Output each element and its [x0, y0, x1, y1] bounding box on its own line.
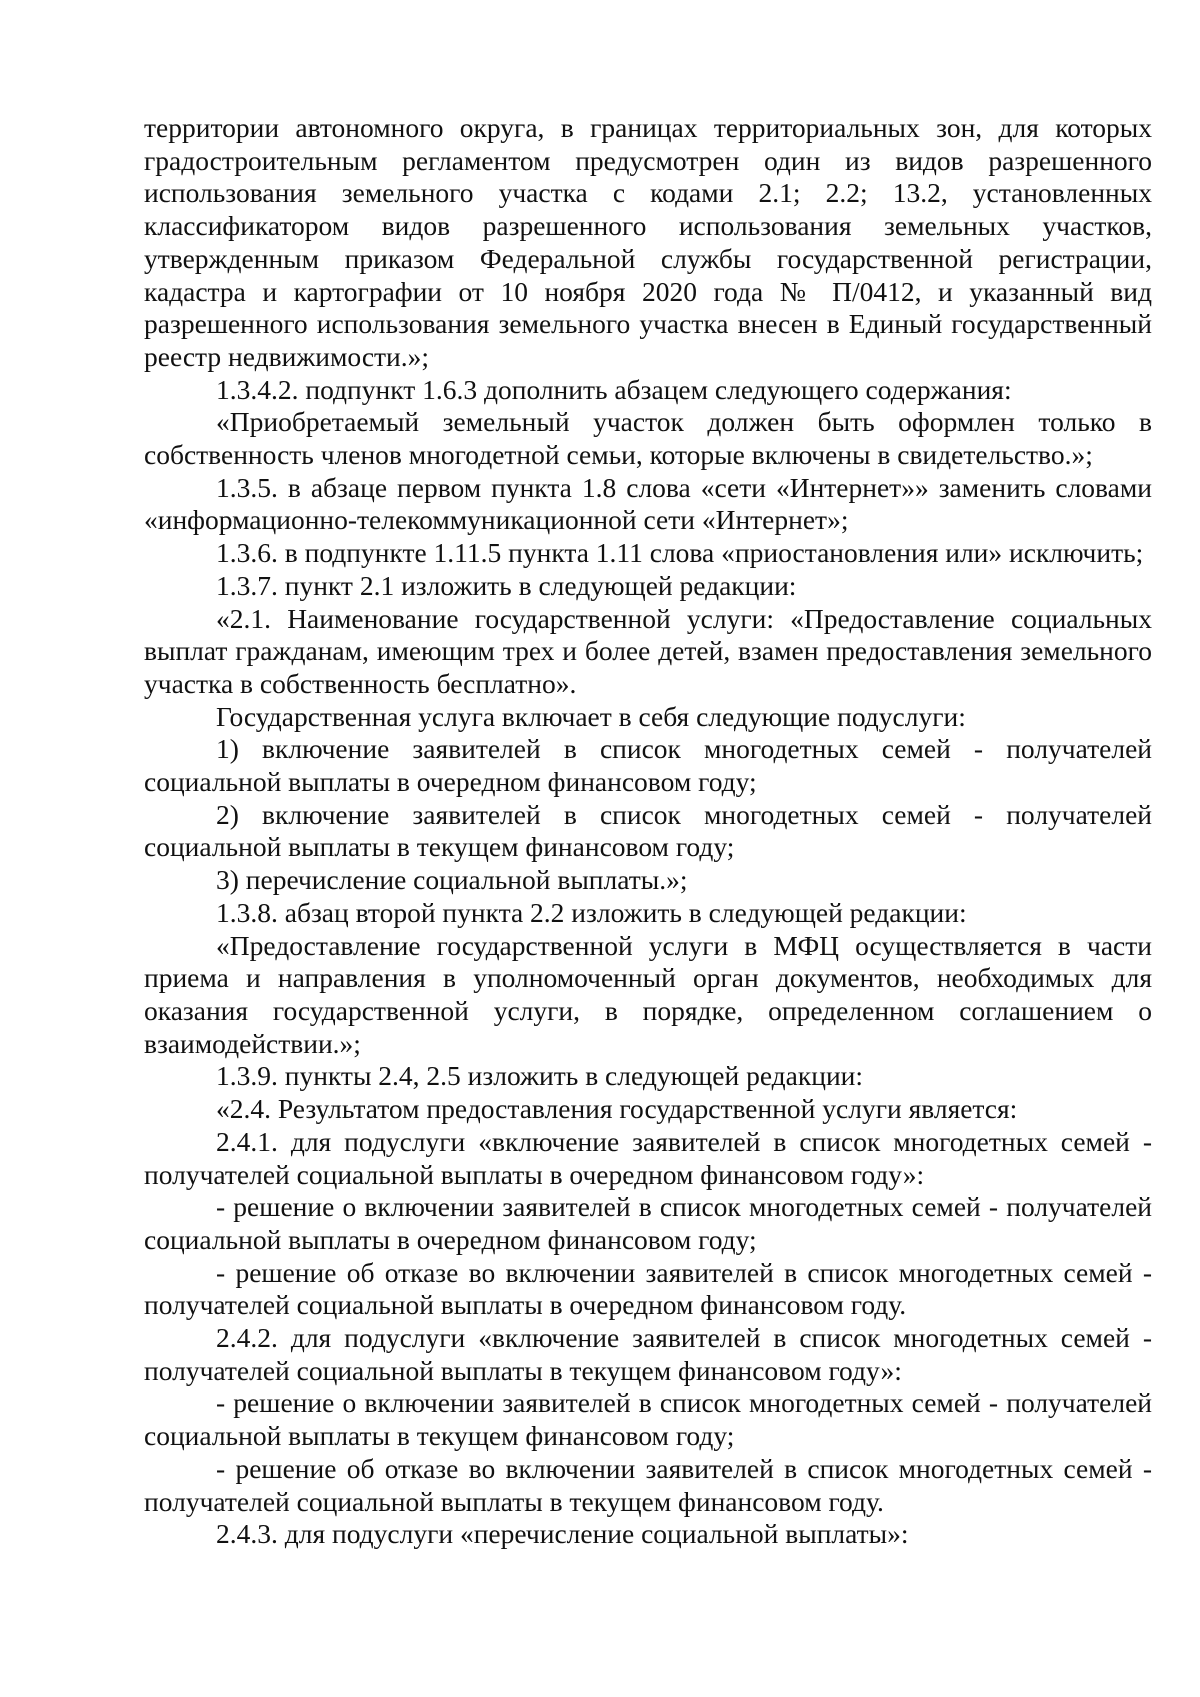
- list-item: - решение об отказе во включении заявителей в список многодетных семей - получателей социальной выплаты в текущем финансовом году.: [144, 1452, 1152, 1517]
- list-item: 2) включение заявителей в список многодетных семей - получателей социальной выплаты в текущем финансовом году;: [144, 798, 1152, 863]
- document-page: [144, 112, 1152, 1551]
- list-item: 1) включение заявителей в список многодетных семей - получателей социальной выплаты в очередном финансовом году;: [144, 733, 1152, 798]
- paragraph: 2.4.3. для подуслуги «перечисление социальной выплаты»:: [216, 1518, 909, 1550]
- list-item: 3) перечисление социальной выплаты.»;: [216, 864, 688, 896]
- paragraph: 1.3.9. пункты 2.4, 2.5 изложить в следующей редакции:: [216, 1060, 864, 1092]
- paragraph: 2.4.2. для подуслуги «включение заявителей в список многодетных семей - получателей социальной выплаты в текущем финансовом году»:: [144, 1322, 1152, 1386]
- list-item: - решение о включении заявителей в список многодетных семей - получателей социальной выплаты в текущем финансовом году;: [144, 1387, 1152, 1452]
- paragraph: Государственная услуга включает в себя следующие подуслуги:: [216, 700, 966, 732]
- paragraph: 1.3.4.2. подпункт 1.6.3 дополнить абзацем следующего содержания:: [216, 373, 1012, 405]
- paragraph: 1.3.8. абзац второй пункта 2.2 изложить в следующей редакции:: [216, 896, 967, 928]
- paragraph: 1.3.7. пункт 2.1 изложить в следующей редакции:: [216, 569, 797, 601]
- paragraph: «2.1. Наименование государственной услуги: «Предоставление социальных выплат гражданам, имеющим трех и более детей, взамен предоставления земельного участка в собственность бесплатно».: [144, 602, 1152, 699]
- paragraph: «Предоставление государственной услуги в МФЦ осуществляется в части приема и направления в уполномоченный орган документов, необходимых для оказания государственной услуги, в порядке, определенном соглашением о взаимодействии.»;: [144, 929, 1152, 1059]
- list-item: - решение о включении заявителей в список многодетных семей - получателей социальной выплаты в очередном финансовом году;: [144, 1191, 1152, 1255]
- paragraph: 2.4.1. для подуслуги «включение заявителей в список многодетных семей - получателей социальной выплаты в очередном финансовом году»:: [144, 1125, 1152, 1190]
- paragraph: «Приобретаемый земельный участок должен быть оформлен только в собственность членов многодетной семьи, которые включены в свидетельство.»;: [144, 406, 1152, 471]
- paragraph: 1.3.6. в подпункте 1.11.5 пункта 1.11 слова «приостановления или» исключить;: [216, 537, 1144, 569]
- paragraph: территории автономного округа, в границах территориальных зон, для которых градостроительным регламентом предусмотрен один из видов разрешенного использования земельного участка с кодами 2.1; 2.2; 13.2, установленных классификатором видов разрешенного использования земельных участков, утвержденным приказом Федеральной службы государственной регистрации, кадастра и картографии от 10 ноября 2020 года № П/0412, и указанный вид разрешенного использования земельного участка внесен в Единый государственный реестр недвижимости.»;: [144, 112, 1152, 372]
- paragraph: «2.4. Результатом предоставления государственной услуги является:: [216, 1093, 1018, 1125]
- paragraph: 1.3.5. в абзаце первом пункта 1.8 слова «сети «Интернет»» заменить словами «информационно-телекоммуникационной сети «Интернет»;: [144, 471, 1152, 536]
- list-item: - решение об отказе во включении заявителей в список многодетных семей - получателей социальной выплаты в очередном финансовом году.: [144, 1256, 1152, 1321]
